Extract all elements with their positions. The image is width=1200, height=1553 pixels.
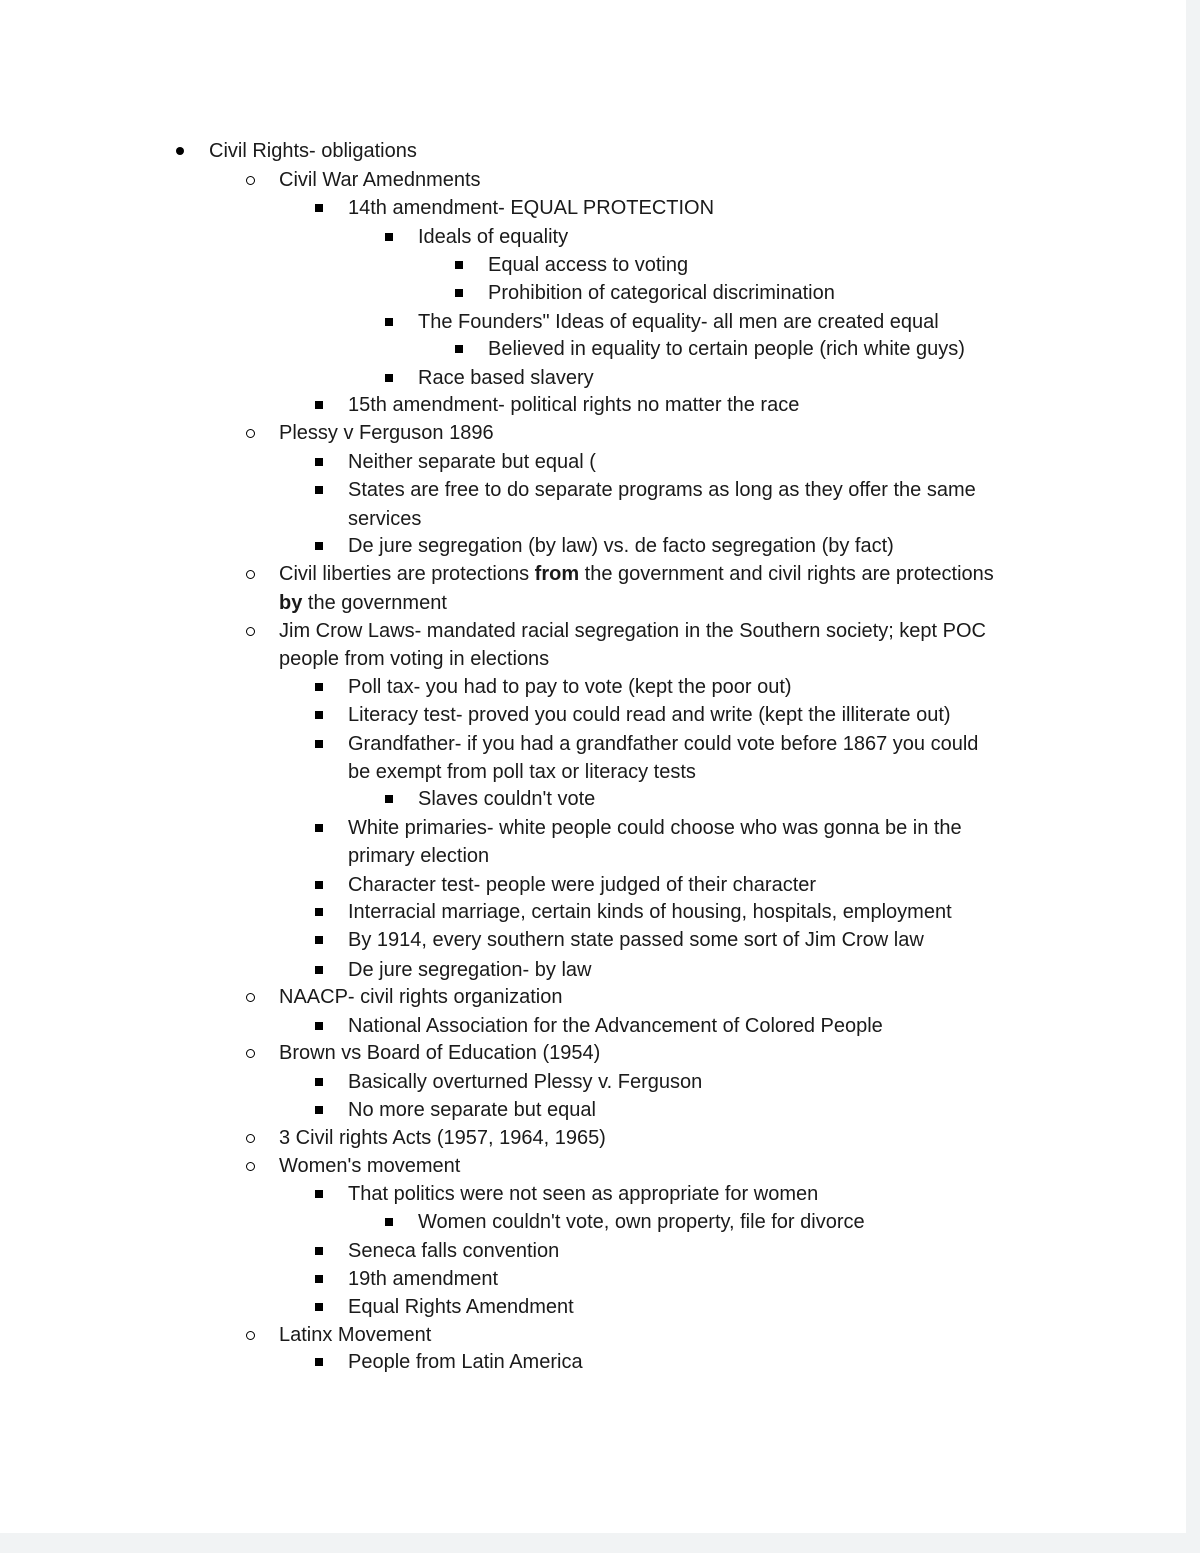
outline-item: Civil Rights- obligations	[209, 140, 417, 162]
outline-item: 14th amendment- EQUAL PROTECTION	[348, 197, 715, 219]
outline-item: De jure segregation (by law) vs. de facto segregation (by fact)	[348, 535, 894, 557]
bullet-square	[309, 701, 329, 729]
outline-item: Believed in equality to certain people (rich white guys)	[488, 338, 965, 360]
outline-item: Character test- people were judged of their character	[348, 874, 817, 896]
outline-item: Neither separate but equal (	[348, 451, 596, 473]
outline-item: 3 Civil rights Acts (1957, 1964, 1965)	[279, 1127, 606, 1149]
bullet-square	[309, 1293, 329, 1321]
bullet-circle	[240, 419, 260, 447]
outline-item: Poll tax- you had to pay to vote (kept the poor out)	[348, 676, 792, 698]
bullet-circle	[240, 983, 260, 1011]
text-run: the government and civil rights are protections	[579, 563, 994, 585]
outline-item: Equal Rights Amendment	[348, 1296, 574, 1318]
bullet-square	[379, 1208, 399, 1236]
outline-item: Women's movement	[279, 1155, 461, 1177]
outline-item: White primaries- white people could choose who was gonna be in the	[348, 817, 962, 839]
outline-item: Literacy test- proved you could read and write (kept the illiterate out)	[348, 704, 951, 726]
bullet-square	[449, 335, 469, 363]
bullet-square	[309, 1068, 329, 1096]
text-run: Civil liberties are protections	[279, 563, 535, 585]
bullet-square	[309, 476, 329, 504]
outline-item: The Founders" Ideas of equality- all men are created equal	[418, 311, 939, 333]
outline-item: That politics were not seen as appropriate for women	[348, 1183, 819, 1205]
outline-item: Prohibition of categorical discrimination	[488, 282, 835, 304]
outline-item: Latinx Movement	[279, 1324, 432, 1346]
outline-item: Slaves couldn't vote	[418, 788, 596, 810]
bullet-square	[309, 391, 329, 419]
bullet-square	[309, 1348, 329, 1376]
outline-item: National Association for the Advancement of Colored People	[348, 1015, 883, 1037]
outline-item: Women couldn't vote, own property, file for divorce	[418, 1211, 865, 1233]
bullet-square	[309, 926, 329, 954]
outline-item: People from Latin America	[348, 1351, 583, 1373]
bold-text: by	[279, 592, 303, 614]
bullet-circle	[240, 560, 260, 588]
bullet-square	[449, 251, 469, 279]
bullet-square	[309, 1012, 329, 1040]
outline-item: Race based slavery	[418, 367, 594, 389]
outline-item: 19th amendment	[348, 1268, 499, 1290]
outline-item: Ideals of equality	[418, 226, 569, 248]
bullet-circle	[240, 617, 260, 645]
bold-text: from	[534, 563, 580, 585]
bullet-square	[309, 448, 329, 476]
bullet-square	[309, 1180, 329, 1208]
bullet-disc	[170, 137, 190, 165]
bullet-square	[309, 1096, 329, 1124]
bullet-square	[309, 532, 329, 560]
outline-item: Brown vs Board of Education (1954)	[279, 1042, 601, 1064]
outline-item: NAACP- civil rights organization	[279, 986, 563, 1008]
bullet-square	[379, 785, 399, 813]
bullet-circle	[240, 1152, 260, 1180]
outline-item: Seneca falls convention	[348, 1240, 560, 1262]
outline-item: Grandfather- if you had a grandfather could vote before 1867 you could	[348, 733, 979, 755]
bullet-square	[309, 898, 329, 926]
bullet-square	[309, 871, 329, 899]
outline-item	[279, 560, 994, 588]
outline-item: By 1914, every southern state passed some sort of Jim Crow law	[348, 929, 924, 951]
outline-item-continued: be exempt from poll tax or literacy tests	[348, 761, 696, 783]
outline-item: Equal access to voting	[488, 254, 689, 276]
outline-item: No more separate but equal	[348, 1099, 596, 1121]
bullet-circle	[240, 166, 260, 194]
bullet-square	[379, 364, 399, 392]
bullet-square	[309, 1265, 329, 1293]
bullet-circle	[240, 1124, 260, 1152]
outline-item: Plessy v Ferguson 1896	[279, 422, 494, 444]
outline-item: Interracial marriage, certain kinds of housing, hospitals, employment	[348, 901, 952, 923]
outline-item: 15th amendment- political rights no matter the race	[348, 394, 800, 416]
outline-item-continued: primary election	[348, 845, 490, 867]
outline-item-continued	[279, 589, 447, 617]
bullet-square	[379, 223, 399, 251]
bullet-square	[309, 730, 329, 758]
bullet-square	[309, 194, 329, 222]
bullet-circle	[240, 1321, 260, 1349]
outline-item-continued: services	[348, 508, 422, 530]
bullet-square	[309, 1237, 329, 1265]
bullet-circle	[240, 1039, 260, 1067]
bullet-square	[309, 956, 329, 984]
bullet-square	[449, 279, 469, 307]
outline-item: Civil War Amednments	[279, 169, 481, 191]
bullet-square	[309, 814, 329, 842]
text-run: the government	[302, 592, 447, 614]
outline-item: Jim Crow Laws- mandated racial segregation in the Southern society; kept POC	[279, 620, 987, 642]
outline-item-continued: people from voting in elections	[279, 648, 550, 670]
outline-item: Basically overturned Plessy v. Ferguson	[348, 1071, 703, 1093]
outline-item: De jure segregation- by law	[348, 959, 592, 981]
bullet-square	[309, 673, 329, 701]
bullet-square	[379, 308, 399, 336]
outline-item: States are free to do separate programs as long as they offer the same	[348, 479, 976, 501]
